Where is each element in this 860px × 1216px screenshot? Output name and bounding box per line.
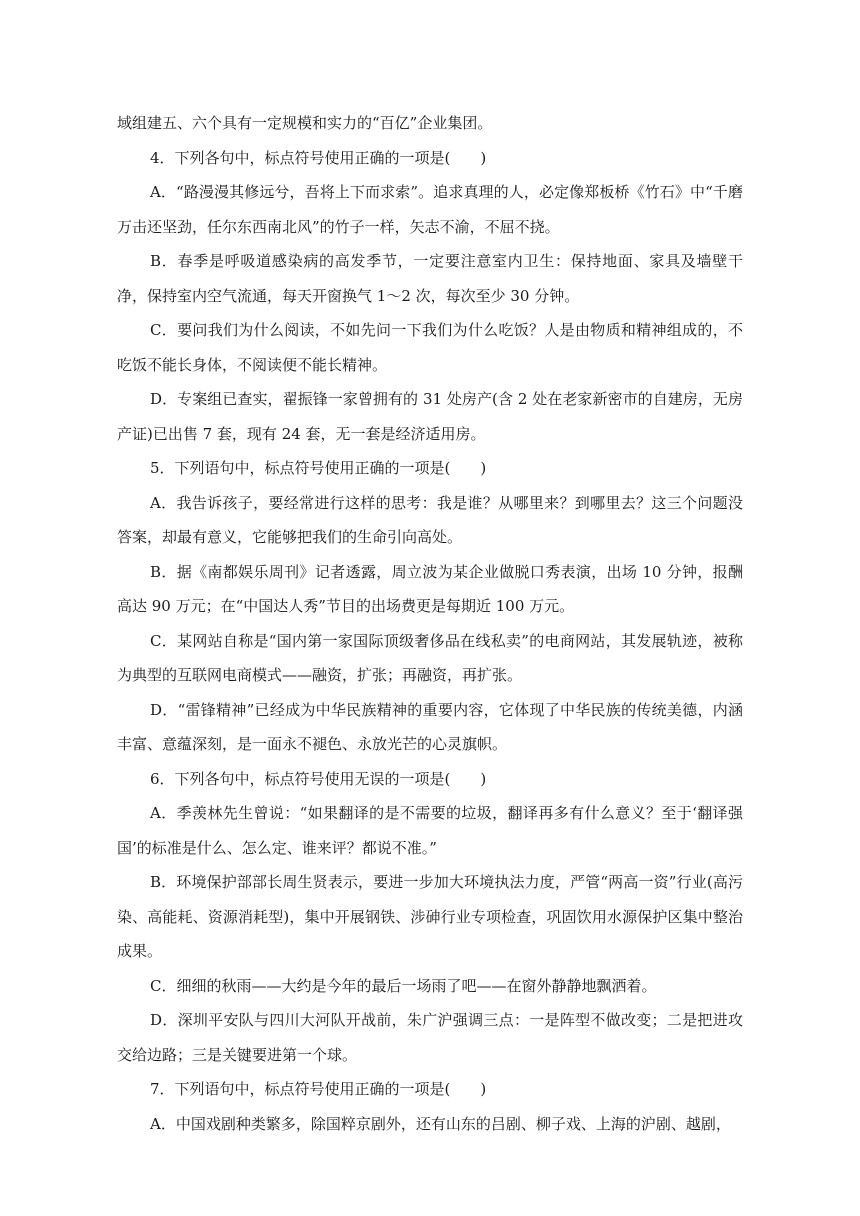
question-7-option-a: A．中国戏剧种类繁多，除国粹京剧外，还有山东的吕剧、柳子戏、上海的沪剧、越剧，	[150, 1114, 731, 1133]
question-4-option-c: C．要问我们为什么阅读，不如先问一下我们为什么吃饭？人是由物质和精神组成的，不吃饭不能长身体，不阅读便不能长精神。	[117, 321, 743, 374]
question-6-stem: 6．下列各句中，标点符号使用无误的一项是( )	[150, 769, 487, 788]
question-4-option-a: A．“路漫漫其修远兮，吾将上下而求索”。追求真理的人，必定像郑板桥《竹石》中“千磨万击还坚劲，任尔东西南北风”的竹子一样，矢志不渝，不屈不挠。	[117, 183, 743, 236]
question-5-option-a: A．我告诉孩子，要经常进行这样的思考：我是谁？从哪里来？到哪里去？这三个问题没答案，却最有意义，它能够把我们的生命引向高处。	[117, 493, 743, 546]
question-7-stem: 7．下列语句中，标点符号使用正确的一项是( )	[150, 1080, 487, 1098]
question-5-option-d: D．“雷锋精神”已经成为中华民族精神的重要内容，它体现了中华民族的传统美德，内涵丰富、意蕴深刻，是一面永不褪色、永放光芒的心灵旗帜。	[117, 700, 743, 753]
question-4-option-b: B．春季是呼吸道感染病的高发季节，一定要注意室内卫生：保持地面、家具及墙壁干净，保持室内空气流通，每天开窗换气 1～2 次，每次至少 30 分钟。	[117, 252, 743, 305]
question-6-option-b: B．环境保护部部长周生贤表示，要进一步加大环境执法力度，严管“两高一资”行业(高污染、高能耗、资源消耗型)，集中开展钢铁、涉砷行业专项检查，巩固饮用水源保护区集中整治成果。	[117, 873, 743, 960]
question-4-stem: 4．下列各句中，标点符号使用正确的一项是( )	[150, 148, 487, 167]
question-6-option-d: D．深圳平安队与四川大河队开战前，朱广沪强调三点：一是阵型不做改变；二是把进攻交给边路；三是关键要进第一个球。	[117, 1011, 743, 1064]
question-5-option-c: C．某网站自称是“国内第一家国际顶级奢侈品在线私卖”的电商网站，其发展轨迹，被称为典型的互联网电商模式——融资，扩张；再融资，再扩张。	[117, 631, 743, 684]
question-5-option-b: B．据《南都娱乐周刊》记者透露，周立波为某企业做脱口秀表演，出场 10 分钟，报酬高达 90 万元；在“中国达人秀”节目的出场费更是每期近 100 万元。	[117, 562, 743, 615]
continued-paragraph: 域组建五、六个具有一定规模和实力的“百亿”企业集团。	[117, 114, 493, 132]
question-6-option-c: C．细细的秋雨——大约是今年的最后一场雨了吧——在窗外静静地飘洒着。	[150, 976, 657, 995]
question-6-option-a: A．季羡林先生曾说：“如果翻译的是不需要的垃圾，翻译再多有什么意义？至于‘翻译强国’的标准是什么、怎么定、谁来评？都说不准。”	[117, 804, 743, 857]
document-body	[117, 106, 743, 1141]
question-5-stem: 5．下列语句中，标点符号使用正确的一项是( )	[150, 459, 487, 477]
question-4-option-d: D．专案组已查实，翟振锋一家曾拥有的 31 处房产(含 2 处在老家新密市的自建房，无房产证)已出售 7 套，现有 24 套，无一套是经济适用房。	[117, 390, 743, 443]
